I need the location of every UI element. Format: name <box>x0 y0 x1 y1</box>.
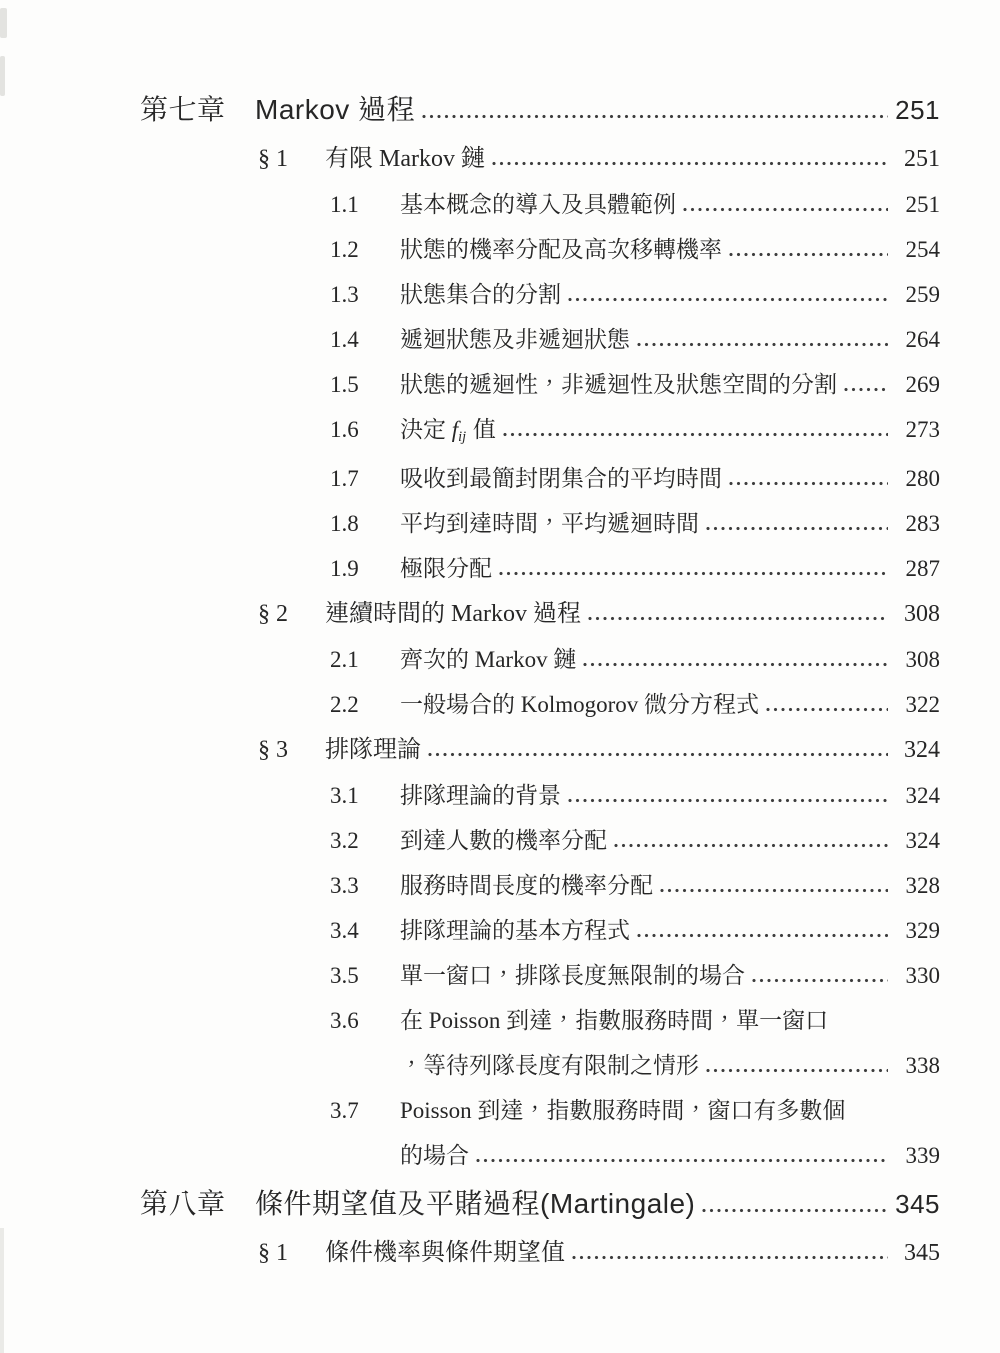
page-number: 345 <box>904 1240 940 1266</box>
item-number: 3.3 <box>330 873 359 898</box>
toc-item-row <box>330 998 940 1043</box>
item-title: 狀態的機率分配及高次移轉機率 <box>400 237 722 262</box>
page-number: 308 <box>905 647 940 672</box>
page-number: 254 <box>905 237 940 262</box>
toc-item-row <box>330 637 940 682</box>
chapter-title: 條件期望值及平賭過程(Martingale) <box>255 1188 696 1219</box>
dot-leader <box>637 933 888 938</box>
section-label: § 2 <box>258 601 288 627</box>
page-number: 287 <box>905 556 940 581</box>
dot-leader <box>614 843 888 848</box>
dot-leader <box>572 1255 888 1260</box>
item-number: 1.5 <box>330 372 359 397</box>
item-title-continuation: 的場合 <box>400 1143 469 1168</box>
dot-leader <box>503 432 888 437</box>
page-number: 345 <box>895 1189 940 1219</box>
page-number: 322 <box>905 692 940 717</box>
page-number: 259 <box>905 282 940 307</box>
item-title: 服務時間長度的機率分配 <box>400 873 653 898</box>
section-title: 連續時間的 Markov 過程 <box>325 601 581 627</box>
toc-item-row <box>330 182 940 227</box>
dot-leader <box>568 297 888 302</box>
item-number: 1.3 <box>330 282 359 307</box>
dot-leader <box>422 114 888 119</box>
math-sub: ij <box>458 428 467 445</box>
page-number: 280 <box>905 466 940 491</box>
item-title: 狀態的遞迴性，非遞迴性及狀態空間的分割 <box>400 372 837 397</box>
page-number: 283 <box>905 511 940 536</box>
item-number: 3.2 <box>330 828 359 853</box>
page-number: 329 <box>905 918 940 943</box>
dot-leader <box>428 752 888 757</box>
item-title: 排隊理論的背景 <box>400 783 561 808</box>
dot-leader <box>766 707 888 712</box>
dot-leader <box>499 571 888 576</box>
dot-leader <box>702 1208 888 1213</box>
toc-item-row <box>330 501 940 546</box>
title-text: 值 <box>467 417 496 442</box>
page-number: 328 <box>905 873 940 898</box>
item-number: 2.2 <box>330 692 359 717</box>
toc-item-row <box>330 682 940 727</box>
dot-leader <box>729 481 888 486</box>
page-number: 324 <box>905 783 940 808</box>
item-title-continuation: ，等待列隊長度有限制之情形 <box>400 1053 699 1078</box>
page-number: 251 <box>904 146 940 172</box>
section-label: § 3 <box>258 737 288 763</box>
dot-leader <box>583 662 888 667</box>
page-number: 330 <box>905 963 940 988</box>
dot-leader <box>476 1158 888 1163</box>
item-number: 3.4 <box>330 918 359 943</box>
item-number: 1.7 <box>330 466 359 491</box>
toc-item-continuation-row <box>400 1133 940 1178</box>
item-number: 1.6 <box>330 417 359 442</box>
page-number: 273 <box>905 417 940 442</box>
page-number: 308 <box>904 601 940 627</box>
page-number: 324 <box>905 828 940 853</box>
dot-leader <box>729 252 888 257</box>
item-title: 排隊理論的基本方程式 <box>400 918 630 943</box>
section-label: § 1 <box>258 1240 288 1266</box>
page-number: 324 <box>904 737 940 763</box>
dot-leader <box>568 798 888 803</box>
item-title: Poisson 到達，指數服務時間，窗口有多數個 <box>400 1098 846 1123</box>
toc-item-row <box>330 908 940 953</box>
toc-item-row <box>330 773 940 818</box>
item-number: 1.4 <box>330 327 359 352</box>
section-title: 排隊理論 <box>325 737 421 763</box>
chapter-title: Markov 過程 <box>255 94 416 125</box>
item-title: 平均到達時間，平均遞迴時間 <box>400 511 699 536</box>
item-title: 狀態集合的分割 <box>400 282 561 307</box>
item-number: 1.1 <box>330 192 359 217</box>
math-var: f <box>451 417 459 442</box>
dot-leader <box>588 616 888 621</box>
toc-item-row <box>330 456 940 501</box>
scan-artifact-top-left-2 <box>0 56 5 96</box>
chapter-label: 第七章 <box>140 94 226 125</box>
item-title: 基本概念的導入及具體範例 <box>400 192 676 217</box>
chapter-label: 第八章 <box>140 1188 226 1219</box>
page-number: 339 <box>905 1143 940 1168</box>
scan-artifact-bottom-left <box>0 1228 4 1353</box>
dot-leader <box>637 342 888 347</box>
toc-item-row <box>330 227 940 272</box>
toc-section-row <box>258 136 940 182</box>
item-title: 吸收到最簡封閉集合的平均時間 <box>400 466 722 491</box>
dot-leader <box>660 888 888 893</box>
item-number: 3.5 <box>330 963 359 988</box>
dot-leader <box>683 207 888 212</box>
item-title: 在 Poisson 到達，指數服務時間，單一窗口 <box>400 1008 829 1033</box>
dot-leader <box>752 978 888 983</box>
toc-item-continuation-row <box>400 1043 940 1088</box>
page-number: 338 <box>905 1053 940 1078</box>
toc-chapter-row <box>140 84 940 136</box>
item-title: 到達人數的機率分配 <box>400 828 607 853</box>
section-title: 條件機率與條件期望值 <box>325 1240 565 1266</box>
item-title: 極限分配 <box>400 556 492 581</box>
toc-section-row <box>258 591 940 637</box>
toc-chapter-row <box>140 1178 940 1230</box>
dot-leader <box>844 387 888 392</box>
toc-item-row <box>330 362 940 407</box>
page-number: 251 <box>895 95 940 125</box>
toc-item-row <box>330 953 940 998</box>
toc-section-row <box>258 1230 940 1276</box>
item-number: 3.7 <box>330 1098 359 1123</box>
item-number: 1.2 <box>330 237 359 262</box>
section-title: 有限 Markov 鏈 <box>325 146 485 172</box>
item-title <box>400 407 496 456</box>
item-title: 遞迴狀態及非遞迴狀態 <box>400 327 630 352</box>
dot-leader <box>706 526 888 531</box>
scan-artifact-top-left-1 <box>0 8 7 38</box>
item-number: 1.8 <box>330 511 359 536</box>
item-number: 1.9 <box>330 556 359 581</box>
toc-section-row <box>258 727 940 773</box>
toc-item-row <box>330 1088 940 1133</box>
item-number: 3.6 <box>330 1008 359 1033</box>
toc-item-row <box>330 407 940 456</box>
item-title: 單一窗口，排隊長度無限制的場合 <box>400 963 745 988</box>
toc-item-row <box>330 317 940 362</box>
section-label: § 1 <box>258 146 288 172</box>
item-title: 一般場合的 Kolmogorov 微分方程式 <box>400 692 760 717</box>
page-number: 269 <box>905 372 940 397</box>
dot-leader <box>492 161 888 166</box>
page-number: 264 <box>905 327 940 352</box>
page-number: 251 <box>905 192 940 217</box>
toc-item-row <box>330 272 940 317</box>
toc-item-row <box>330 546 940 591</box>
toc-item-row <box>330 863 940 908</box>
item-title: 齊次的 Markov 鏈 <box>400 647 577 672</box>
title-text: 決定 <box>400 417 452 442</box>
dot-leader <box>706 1068 888 1073</box>
toc-item-row <box>330 818 940 863</box>
item-number: 2.1 <box>330 647 359 672</box>
item-number: 3.1 <box>330 783 359 808</box>
